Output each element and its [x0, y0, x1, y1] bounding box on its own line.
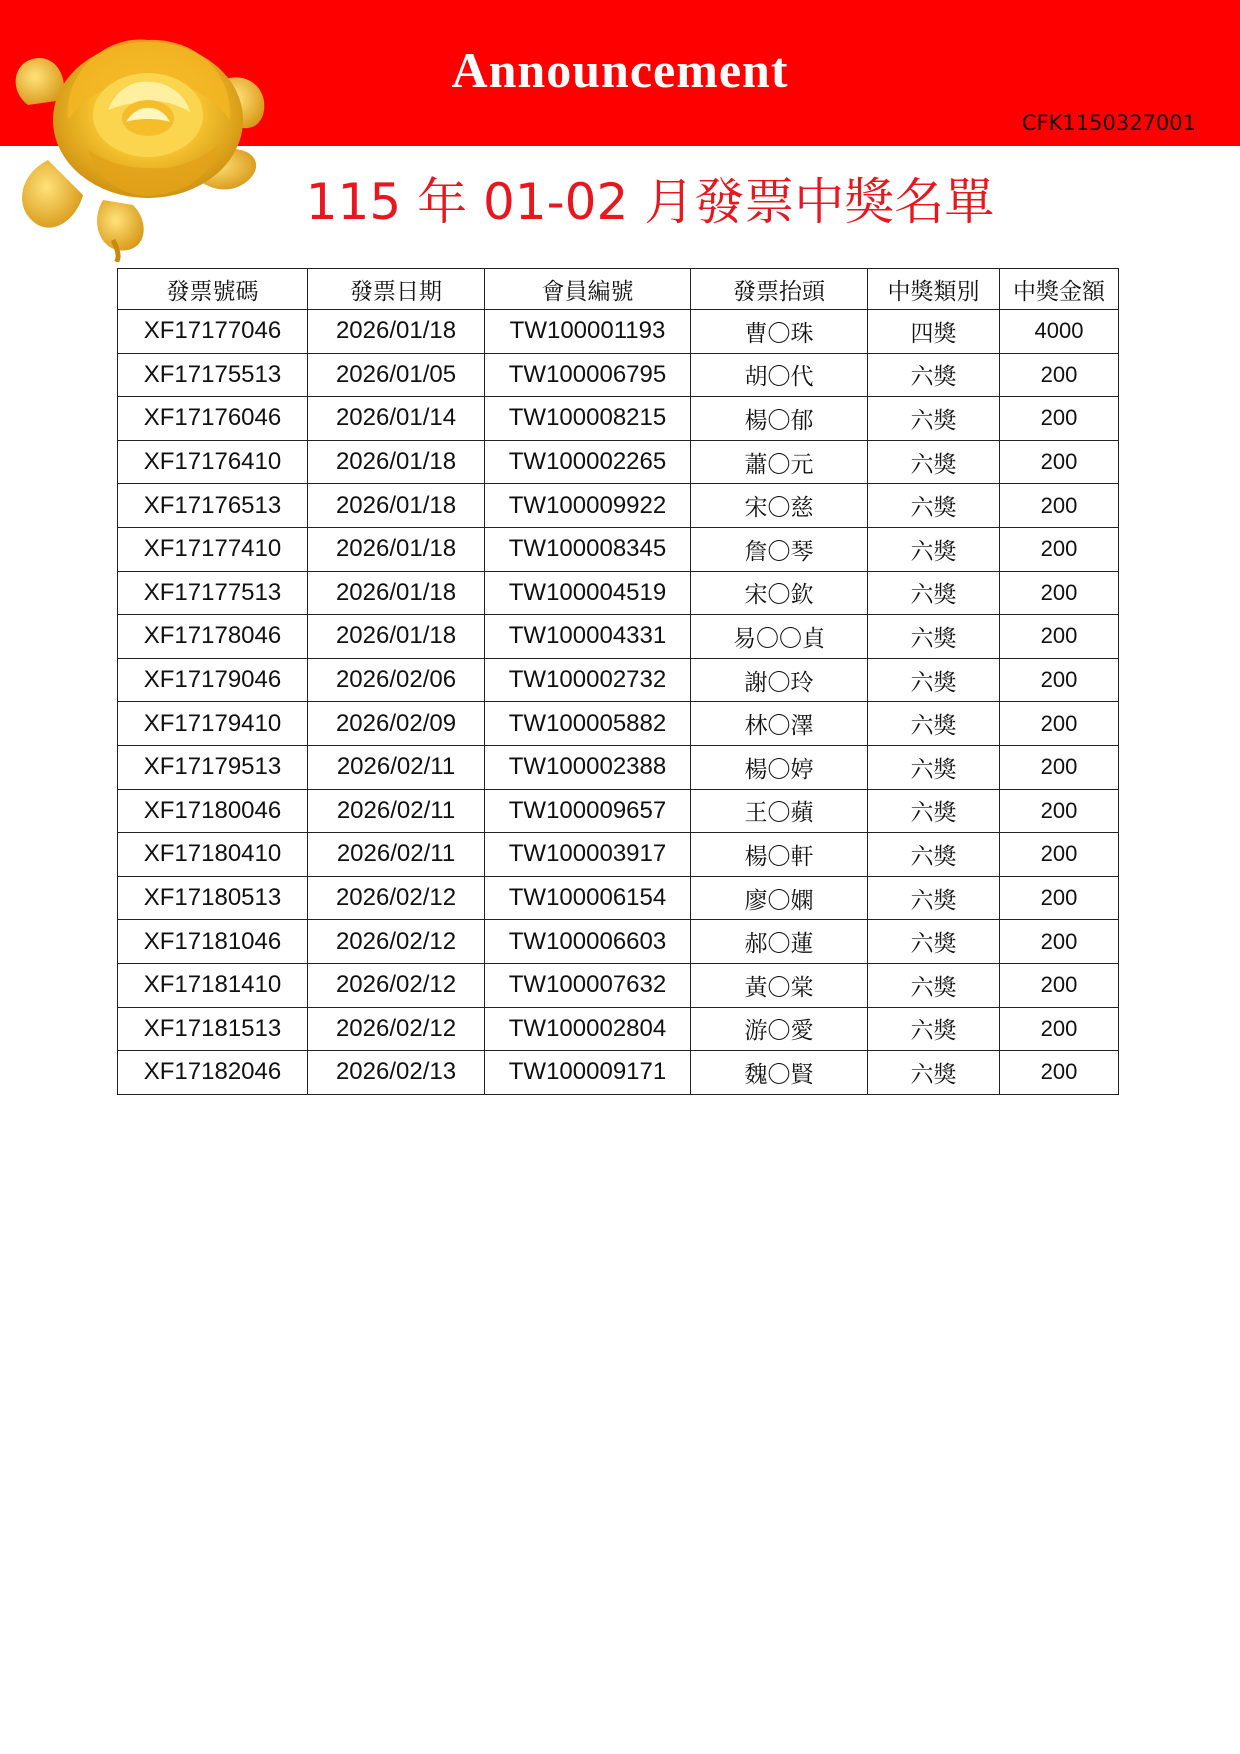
invoice-date-cell: 2026/01/18 [308, 615, 485, 659]
invoice-date-cell: 2026/02/12 [308, 1007, 485, 1051]
member-id-cell: TW100002265 [485, 440, 691, 484]
prize-amount-cell: 200 [1000, 353, 1119, 397]
prize-category-cell: 四獎 [868, 310, 1000, 354]
prize-category-cell: 六獎 [868, 876, 1000, 920]
invoice-title-cell: 黃〇棠 [691, 963, 868, 1007]
table-row [118, 833, 1119, 877]
prize-category-cell: 六獎 [868, 658, 1000, 702]
invoice-title-cell: 曹〇珠 [691, 310, 868, 354]
invoice-title-cell: 楊〇軒 [691, 833, 868, 877]
prize-category-cell: 六獎 [868, 745, 1000, 789]
table-row [118, 571, 1119, 615]
invoice-number-cell: XF17180410 [118, 833, 308, 877]
table-row [118, 920, 1119, 964]
table-header-row [118, 269, 1119, 310]
column-header-prize-amount: 中獎金額 [1000, 269, 1119, 310]
prize-amount-cell: 200 [1000, 920, 1119, 964]
member-id-cell: TW100004519 [485, 571, 691, 615]
invoice-number-cell: XF17179410 [118, 702, 308, 746]
table-row [118, 1007, 1119, 1051]
invoice-number-cell: XF17176046 [118, 397, 308, 441]
member-id-cell: TW100002388 [485, 745, 691, 789]
winners-table [117, 268, 1119, 1095]
invoice-number-cell: XF17176410 [118, 440, 308, 484]
prize-amount-cell: 200 [1000, 615, 1119, 659]
prize-category-cell: 六獎 [868, 963, 1000, 1007]
column-header-invoice-number: 發票號碼 [118, 269, 308, 310]
invoice-number-cell: XF17175513 [118, 353, 308, 397]
prize-amount-cell: 200 [1000, 484, 1119, 528]
member-id-cell: TW100008345 [485, 527, 691, 571]
prize-amount-cell: 200 [1000, 1007, 1119, 1051]
invoice-number-cell: XF17180513 [118, 876, 308, 920]
golden-peony-icon [8, 10, 278, 262]
invoice-title-cell: 王〇蘋 [691, 789, 868, 833]
invoice-date-cell: 2026/02/13 [308, 1051, 485, 1095]
invoice-date-cell: 2026/01/05 [308, 353, 485, 397]
invoice-title-cell: 謝〇玲 [691, 658, 868, 702]
announcement-title: Announcement [451, 42, 789, 98]
invoice-date-cell: 2026/01/18 [308, 527, 485, 571]
invoice-date-cell: 2026/01/18 [308, 440, 485, 484]
invoice-date-cell: 2026/02/12 [308, 963, 485, 1007]
invoice-date-cell: 2026/01/18 [308, 310, 485, 354]
invoice-date-cell: 2026/02/12 [308, 920, 485, 964]
invoice-title-cell: 楊〇郁 [691, 397, 868, 441]
member-id-cell: TW100008215 [485, 397, 691, 441]
invoice-date-cell: 2026/02/11 [308, 745, 485, 789]
prize-amount-cell: 200 [1000, 571, 1119, 615]
member-id-cell: TW100001193 [485, 310, 691, 354]
prize-category-cell: 六獎 [868, 789, 1000, 833]
member-id-cell: TW100004331 [485, 615, 691, 659]
prize-amount-cell: 200 [1000, 440, 1119, 484]
table-row [118, 484, 1119, 528]
table-row [118, 527, 1119, 571]
member-id-cell: TW100009171 [485, 1051, 691, 1095]
prize-amount-cell: 200 [1000, 1051, 1119, 1095]
prize-amount-cell: 200 [1000, 789, 1119, 833]
invoice-number-cell: XF17182046 [118, 1051, 308, 1095]
table-row [118, 745, 1119, 789]
invoice-number-cell: XF17176513 [118, 484, 308, 528]
member-id-cell: TW100006795 [485, 353, 691, 397]
column-header-invoice-date: 發票日期 [308, 269, 485, 310]
invoice-date-cell: 2026/02/06 [308, 658, 485, 702]
prize-category-cell: 六獎 [868, 833, 1000, 877]
prize-amount-cell: 200 [1000, 702, 1119, 746]
invoice-title-cell: 楊〇婷 [691, 745, 868, 789]
prize-amount-cell: 200 [1000, 963, 1119, 1007]
invoice-number-cell: XF17179046 [118, 658, 308, 702]
table-row [118, 353, 1119, 397]
table-row [118, 658, 1119, 702]
prize-amount-cell: 200 [1000, 397, 1119, 441]
table-row [118, 397, 1119, 441]
invoice-date-cell: 2026/01/14 [308, 397, 485, 441]
invoice-title-cell: 游〇愛 [691, 1007, 868, 1051]
member-id-cell: TW100003917 [485, 833, 691, 877]
table-row [118, 702, 1119, 746]
prize-category-cell: 六獎 [868, 702, 1000, 746]
column-header-invoice-title: 發票抬頭 [691, 269, 868, 310]
member-id-cell: TW100002732 [485, 658, 691, 702]
invoice-number-cell: XF17180046 [118, 789, 308, 833]
invoice-date-cell: 2026/02/09 [308, 702, 485, 746]
invoice-title-cell: 詹〇琴 [691, 527, 868, 571]
table-row [118, 876, 1119, 920]
invoice-title-cell: 廖〇嫻 [691, 876, 868, 920]
invoice-title-cell: 魏〇賢 [691, 1051, 868, 1095]
prize-category-cell: 六獎 [868, 353, 1000, 397]
invoice-date-cell: 2026/01/18 [308, 484, 485, 528]
invoice-title-cell: 胡〇代 [691, 353, 868, 397]
prize-amount-cell: 200 [1000, 527, 1119, 571]
invoice-number-cell: XF17177046 [118, 310, 308, 354]
prize-category-cell: 六獎 [868, 1051, 1000, 1095]
member-id-cell: TW100006603 [485, 920, 691, 964]
invoice-title-cell: 易〇〇貞 [691, 615, 868, 659]
prize-category-cell: 六獎 [868, 527, 1000, 571]
invoice-title-cell: 蕭〇元 [691, 440, 868, 484]
invoice-date-cell: 2026/02/12 [308, 876, 485, 920]
invoice-number-cell: XF17177410 [118, 527, 308, 571]
document-code: CFK1150327001 [1021, 111, 1196, 135]
member-id-cell: TW100005882 [485, 702, 691, 746]
column-header-prize-category: 中獎類別 [868, 269, 1000, 310]
invoice-number-cell: XF17178046 [118, 615, 308, 659]
table-row [118, 789, 1119, 833]
prize-category-cell: 六獎 [868, 615, 1000, 659]
prize-category-cell: 六獎 [868, 1007, 1000, 1051]
prize-category-cell: 六獎 [868, 484, 1000, 528]
prize-amount-cell: 200 [1000, 876, 1119, 920]
column-header-member-id: 會員編號 [485, 269, 691, 310]
invoice-number-cell: XF17177513 [118, 571, 308, 615]
invoice-title-cell: 宋〇欽 [691, 571, 868, 615]
invoice-date-cell: 2026/01/18 [308, 571, 485, 615]
member-id-cell: TW100009922 [485, 484, 691, 528]
invoice-number-cell: XF17181046 [118, 920, 308, 964]
member-id-cell: TW100009657 [485, 789, 691, 833]
table-row [118, 963, 1119, 1007]
invoice-title-cell: 郝〇蓮 [691, 920, 868, 964]
invoice-number-cell: XF17181513 [118, 1007, 308, 1051]
table-row [118, 615, 1119, 659]
member-id-cell: TW100002804 [485, 1007, 691, 1051]
table-row [118, 310, 1119, 354]
member-id-cell: TW100007632 [485, 963, 691, 1007]
invoice-number-cell: XF17181410 [118, 963, 308, 1007]
prize-amount-cell: 200 [1000, 658, 1119, 702]
invoice-date-cell: 2026/02/11 [308, 833, 485, 877]
prize-amount-cell: 200 [1000, 833, 1119, 877]
member-id-cell: TW100006154 [485, 876, 691, 920]
invoice-number-cell: XF17179513 [118, 745, 308, 789]
invoice-title-cell: 林〇澤 [691, 702, 868, 746]
table-row [118, 1051, 1119, 1095]
prize-category-cell: 六獎 [868, 440, 1000, 484]
table-row [118, 440, 1119, 484]
prize-category-cell: 六獎 [868, 397, 1000, 441]
invoice-date-cell: 2026/02/11 [308, 789, 485, 833]
prize-category-cell: 六獎 [868, 920, 1000, 964]
page-title: 115 年 01-02 月發票中獎名單 [305, 173, 995, 231]
prize-amount-cell: 4000 [1000, 310, 1119, 354]
prize-category-cell: 六獎 [868, 571, 1000, 615]
prize-amount-cell: 200 [1000, 745, 1119, 789]
invoice-title-cell: 宋〇慈 [691, 484, 868, 528]
